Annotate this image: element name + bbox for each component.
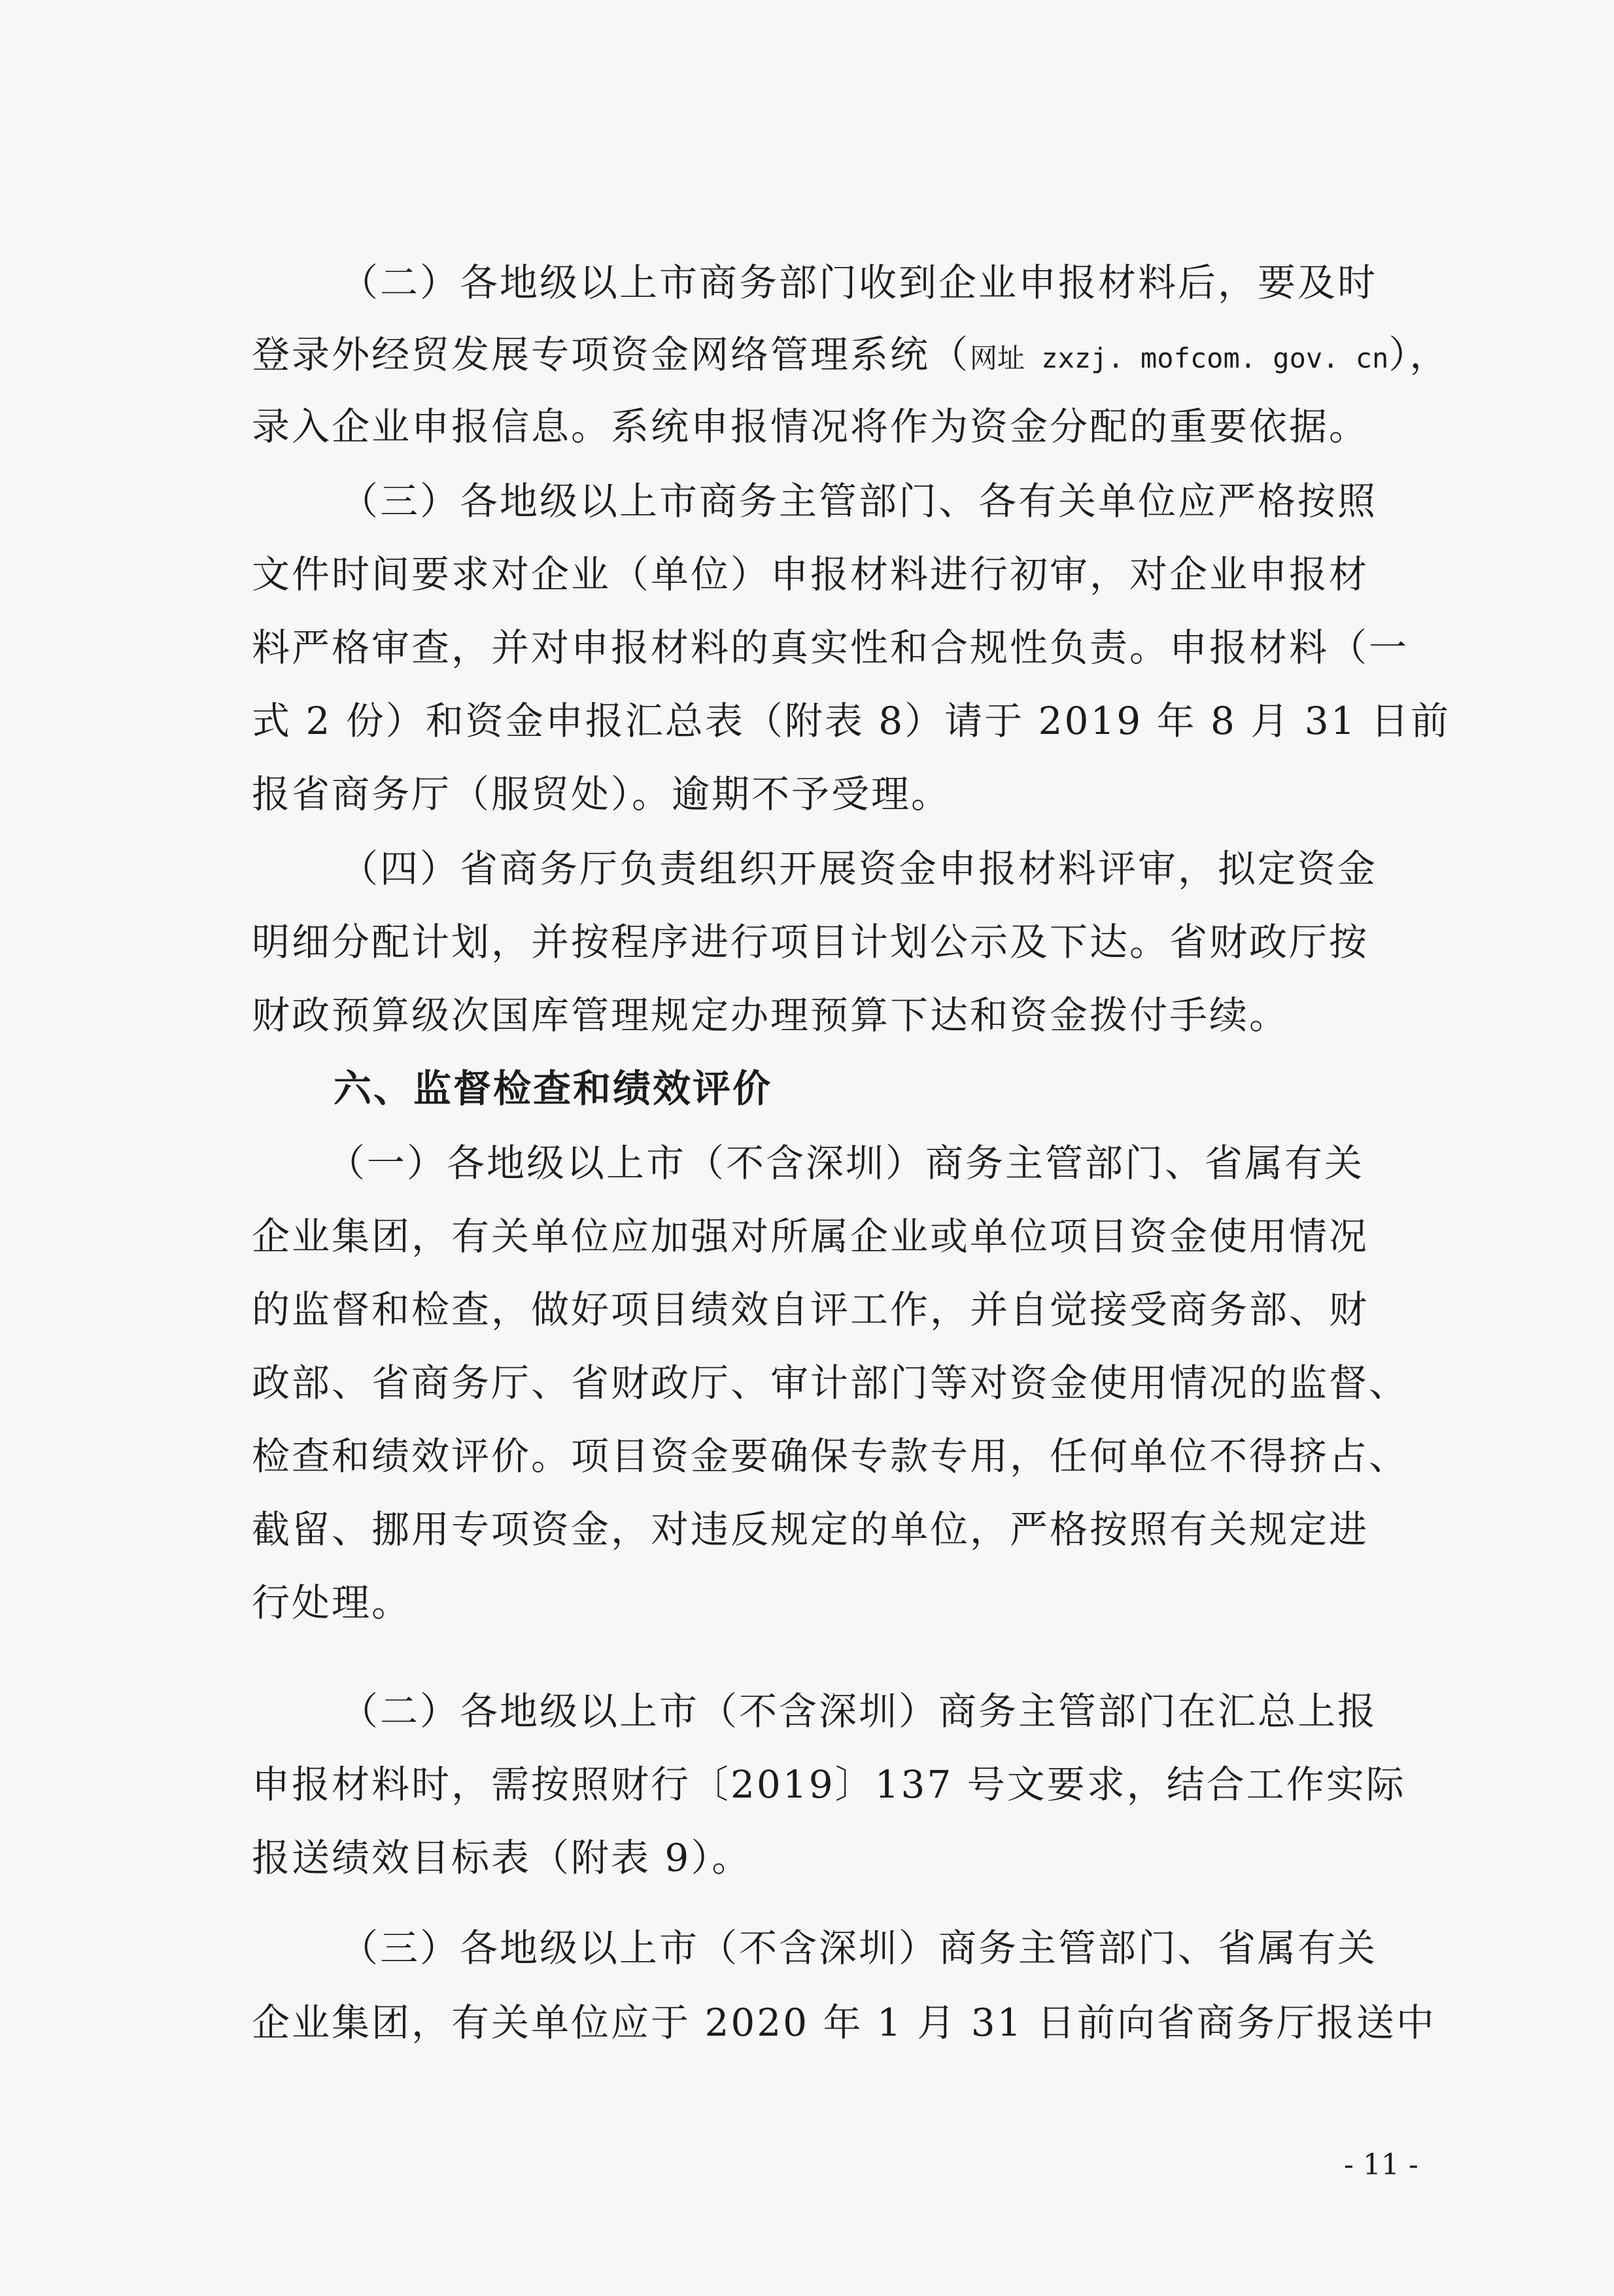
paragraph-line: 企业集团，有关单位应于 2020 年 1 月 31 日前向省商务厅报送中 (252, 2000, 1436, 2045)
paragraph-line: （二）各地级以上市商务部门收到企业申报材料后，要及时 (340, 260, 1378, 305)
paragraph-line: （四）省商务厅负责组织开展资金申报材料评审，拟定资金 (340, 846, 1378, 891)
paragraph-line: 企业集团，有关单位应加强对所属企业或单位项目资金使用情况 (252, 1214, 1369, 1259)
paragraph-line (252, 328, 1450, 381)
paragraph-line: 的监督和检查，做好项目绩效自评工作，并自觉接受商务部、财 (252, 1287, 1369, 1332)
paragraph-line: 检查和绩效评价。项目资金要确保专款专用，任何单位不得挤占、 (252, 1434, 1409, 1478)
website-url: 网址 zxzj. mofcom. gov. cn (970, 342, 1389, 374)
paragraph-line: 报送绩效目标表（附表 9）。 (252, 1835, 752, 1880)
paragraph-text: 登录外经贸发展专项资金网络管理系统（ (252, 332, 970, 377)
paragraph-line: 文件时间要求对企业（单位）申报材料进行初审，对企业申报材 (252, 552, 1369, 597)
paragraph-line: （二）各地级以上市（不含深圳）商务主管部门在汇总上报 (340, 1689, 1378, 1733)
paragraph-line: 政部、省商务厅、省财政厅、审计部门等对资金使用情况的监督、 (252, 1361, 1409, 1405)
paragraph-line: 行处理。 (252, 1580, 412, 1625)
paragraph-line: 式 2 份）和资金申报汇总表（附表 8）请于 2019 年 8 月 31 日前 (252, 699, 1451, 743)
paragraph-line: 财政预算级次国库管理规定办理预算下达和资金拨付手续。 (252, 993, 1290, 1037)
section-heading: 六、监督检查和绩效评价 (334, 1066, 773, 1111)
paragraph-line: 申报材料时，需按照财行〔2019〕137 号文要求，结合工作实际 (252, 1762, 1406, 1807)
paragraph-line: 报省商务厅（服贸处）。逾期不予受理。 (252, 772, 952, 816)
paragraph-line: 明细分配计划，并按程序进行项目计划公示及下达。省财政厅按 (252, 920, 1369, 964)
paragraph-line: 截留、挪用专项资金，对违反规定的单位，严格按照有关规定进 (252, 1507, 1369, 1552)
paragraph-line: （一）各地级以上市（不含深圳）商务主管部门、省属有关 (327, 1141, 1365, 1185)
page-number: - 11 - (1344, 2148, 1418, 2182)
paragraph-line: （三）各地级以上市商务主管部门、各有关单位应严格按照 (340, 479, 1378, 523)
paragraph-text: ）， (1388, 332, 1450, 377)
paragraph-line: 录入企业申报信息。系统申报情况将作为资金分配的重要依据。 (252, 404, 1369, 449)
paragraph-line: 料严格审查，并对申报材料的真实性和合规性负责。申报材料（一 (252, 625, 1409, 670)
paragraph-line: （三）各地级以上市（不含深圳）商务主管部门、省属有关 (340, 1926, 1378, 1970)
